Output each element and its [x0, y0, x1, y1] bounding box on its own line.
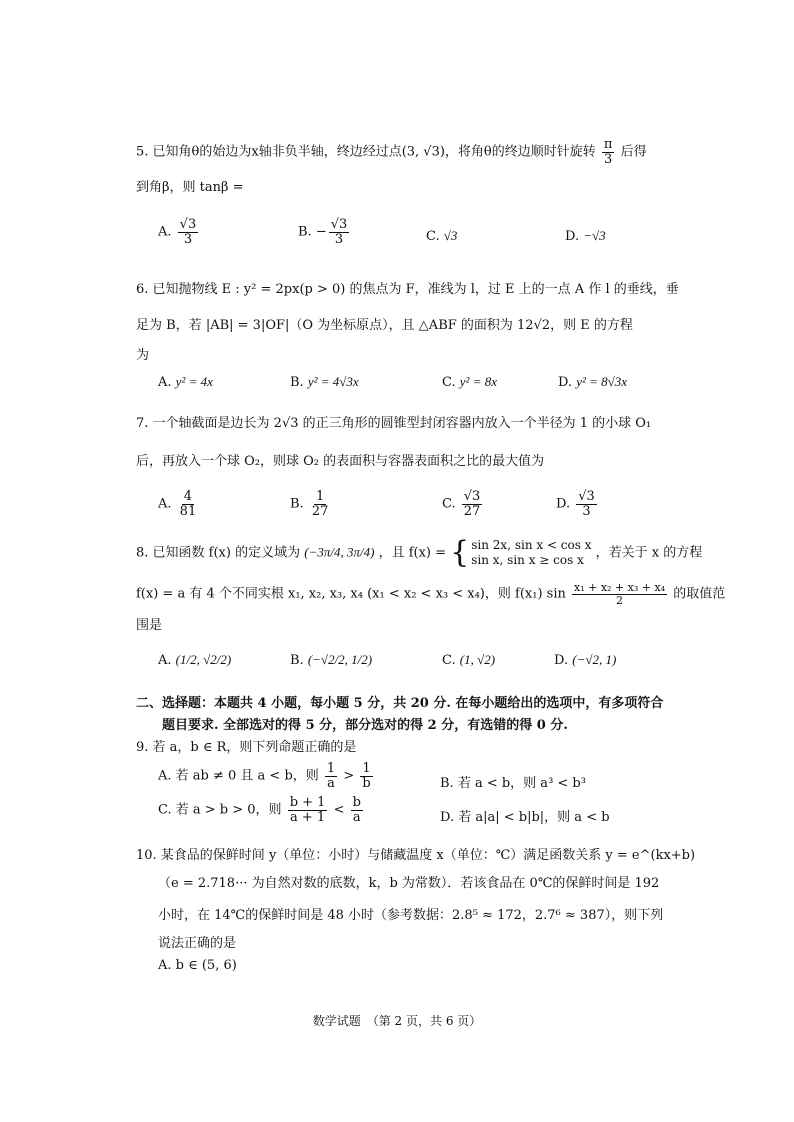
q9-option-d: D. 若 a|a| < b|b|，则 a < b	[440, 810, 610, 825]
q10-line2: （e = 2.718··· 为自然对数的底数，k，b 为常数）．若该食品在 0℃的保鲜时间是 192	[158, 876, 660, 891]
q8-option-b: B. (−√2/2, 1/2)	[290, 652, 373, 668]
q5-line1	[136, 138, 647, 166]
q6-option-d: D. y² = 8√3x	[558, 374, 628, 390]
q5-stem: 5. 已知角θ的始边为x轴非负半轴，终边经过点(3, √3)，将角θ的终边顺时针旋转	[136, 144, 596, 160]
q5-rotation-fraction: $\frac{\pi}{3}$	[603, 137, 613, 167]
q7-line1: 7. 一个轴截面是边长为 2√3 的正三角形的圆锥型封闭容器内放入一个半径为 1 的小球 O₁	[136, 416, 652, 431]
q8-piecewise: { sin 2x, sin x < cos x sin x, sin x ≥ cos x	[450, 535, 592, 570]
section-two-instructions: 题目要求. 全部选对的得 5 分，部分选对的得 2 分，有选错的得 0 分.	[162, 718, 568, 733]
q9-stem: 9. 若 a，b ∈ R，则下列命题正确的是	[136, 740, 357, 755]
q10-line1: 10. 某食品的保鲜时间 y（单位：小时）与储藏温度 x（单位：℃）满足函数关系 y = e^(kx+b)	[136, 848, 696, 863]
q6-option-c: C. y² = 8x	[442, 374, 497, 390]
q9-option-b: B. 若 a < b，则 a³ < b³	[440, 776, 586, 791]
page-footer: 数学试题 （第 2 页，共 6 页）	[312, 1014, 482, 1028]
q6-option-b: B. y² = 4√3x	[290, 374, 359, 390]
q5-option-a: A. $\frac{√3}{3}$	[158, 217, 197, 247]
q10-line4: 说法正确的是	[158, 936, 237, 951]
q8-option-a: A. (1/2, √2/2)	[158, 652, 232, 668]
q7-option-b: B. $\frac{1}{27}$	[290, 489, 329, 519]
q8-line1: 8. 已知函数 f(x) 的定义域为 (−3π/4, 3π/4) ，且 f(x) = { sin 2x, sin x < cos x sin x, sin x ≥ cos x ，若关于 x 的方程	[136, 535, 703, 570]
q8-line3: 围是	[136, 618, 163, 633]
q5-stem-tail: 后得	[620, 144, 647, 160]
q7-option-d: D. $\frac{√3}{3}$	[556, 489, 595, 519]
q6-option-a: A. y² = 4x	[158, 374, 213, 390]
q9-option-a: A. 若 ab ≠ 0 且 a < b，则 $\frac{1}{a}$ > $\frac{1}{b}$	[158, 761, 371, 791]
q7-option-c: C. $\frac{√3}{27}$	[442, 489, 481, 519]
section-two-heading: 二、选择题：本题共 4 小题，每小题 5 分，共 20 分. 在每小题给出的选项中，有多项符合	[136, 696, 664, 711]
q5-option-c: C. √3	[426, 228, 458, 244]
q9-option-c: C. 若 a > b > 0，则 $\frac{b + 1}{a + 1}$ < $\frac{b}{a}$	[158, 795, 361, 825]
q6-line2: 足为 B，若 |AB| = 3|OF|（O 为坐标原点），且 △ABF 的面积为 12√2，则 E 的方程	[136, 318, 633, 333]
q8-option-c: C. (1, √2)	[442, 652, 496, 668]
q10-option-a: A. b ∈ (5, 6)	[158, 958, 237, 973]
q10-line3: 小时，在 14℃的保鲜时间是 48 小时（参考数据：2.8⁵ ≈ 172，2.7⁶ ≈ 387），则下列	[158, 908, 664, 923]
q5-line2: 到角β，则 tanβ =	[136, 180, 244, 195]
q7-option-a: A. $\frac{4}{81}$	[158, 489, 197, 519]
q6-line1: 6. 已知抛物线 E : y² = 2px(p > 0) 的焦点为 F，准线为 l，过 E 上的一点 A 作 l 的垂线，垂	[136, 282, 679, 297]
q6-line3: 为	[136, 348, 150, 363]
q8-domain: (−3π/4, 3π/4)	[304, 544, 375, 560]
q5-option-b: B. − $\frac{√3}{3}$	[298, 217, 348, 247]
q8-option-d: D. (−√2, 1)	[554, 652, 617, 668]
q7-line2: 后，再放入一个球 O₂，则球 O₂ 的表面积与容器表面积之比的最大值为	[136, 454, 545, 469]
q5-option-d: D. −√3	[565, 228, 606, 244]
q8-line2: f(x) = a 有 4 个不同实根 x₁, x₂, x₃, x₄ (x₁ < x₂ < x₃ < x₄)，则 f(x₁) sin $\frac{\text{x₁ + x₂ + x₃ + x₄}}{2}$ 的取值范	[136, 581, 726, 607]
